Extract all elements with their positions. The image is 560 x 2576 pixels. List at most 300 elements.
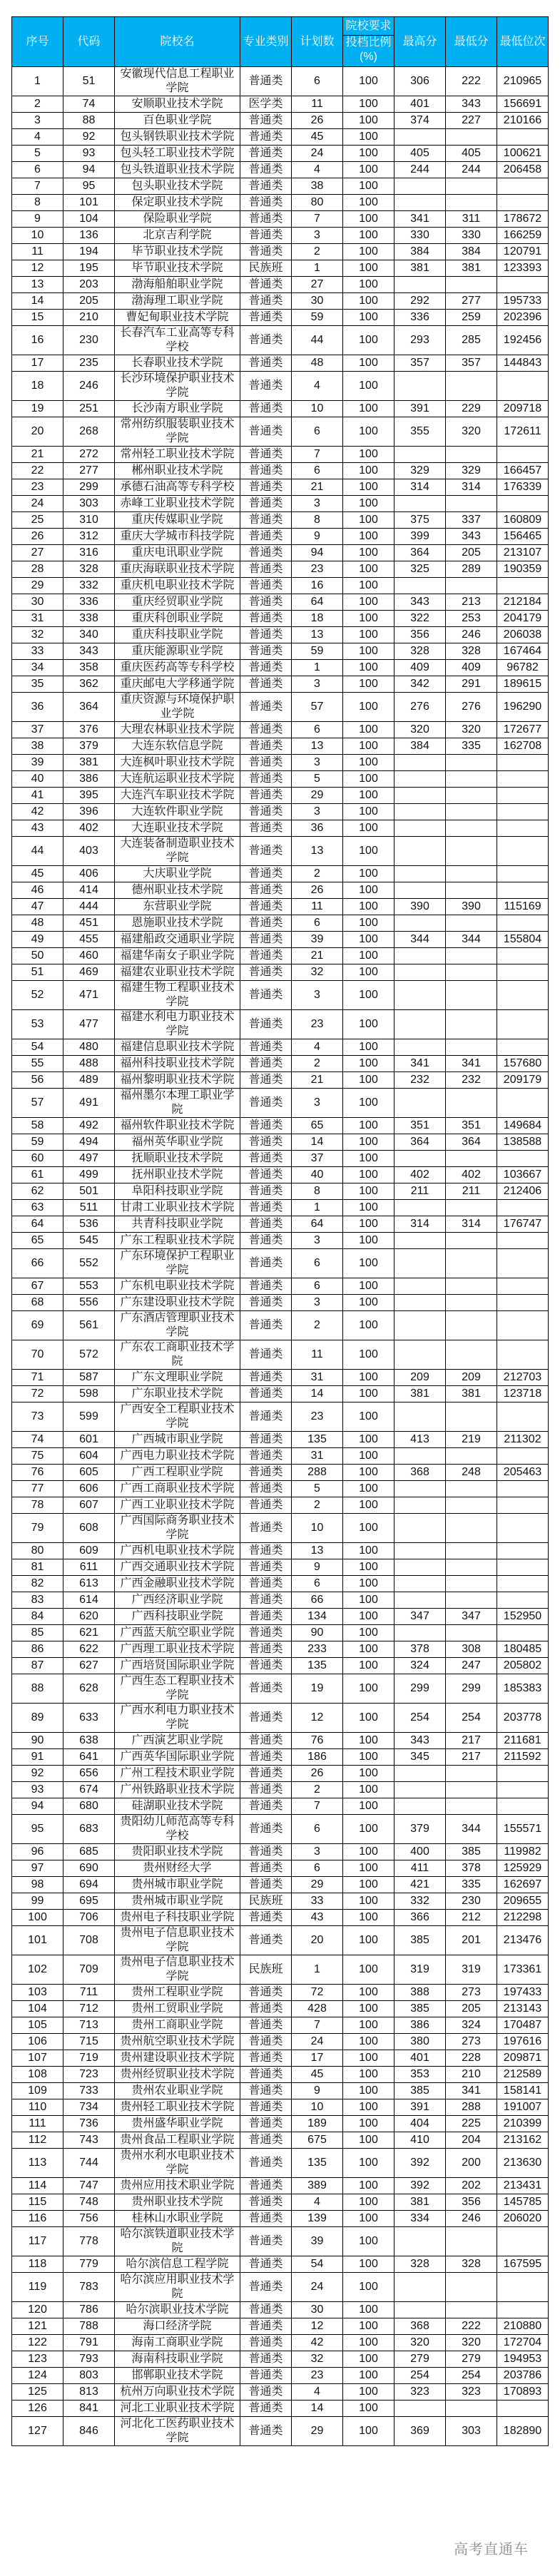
cell-min-score: [446, 1200, 497, 1216]
table-row: [12, 1402, 549, 1432]
cell-max-score: 276: [394, 693, 446, 722]
cell-min-score: 344: [446, 932, 497, 948]
cell-min-rank: 123393: [497, 260, 549, 277]
cell-code: 444: [63, 899, 115, 915]
cell-school-name: 福建华南女子职业学院: [115, 948, 240, 964]
cell-plan-count: 29: [292, 1877, 343, 1893]
cell-min-score: 384: [446, 244, 497, 260]
cell-major-type: 普通类: [240, 463, 292, 479]
cell-max-score: 381: [394, 2194, 446, 2211]
cell-code: 402: [63, 820, 115, 837]
cell-plan-count: 4: [292, 2384, 343, 2401]
cell-seq: 27: [12, 545, 63, 561]
cell-ratio: 100: [343, 771, 394, 788]
cell-ratio: 100: [343, 129, 394, 146]
watermark: 高考直通车: [454, 2542, 529, 2557]
cell-min-rank: [497, 1249, 549, 1278]
cell-major-type: 普通类: [240, 1278, 292, 1295]
cell-code: 598: [63, 1386, 115, 1402]
cell-max-score: 279: [394, 2351, 446, 2368]
cell-major-type: 普通类: [240, 1985, 292, 2001]
cell-min-score: [446, 1233, 497, 1249]
cell-seq: 43: [12, 820, 63, 837]
cell-min-rank: 192456: [497, 326, 549, 355]
cell-school-name: 北京吉利学院: [115, 228, 240, 244]
cell-code: 690: [63, 1860, 115, 1877]
cell-max-score: 381: [394, 260, 446, 277]
cell-ratio: 100: [343, 260, 394, 277]
cell-school-name: 广西城市职业学院: [115, 1432, 240, 1448]
table-row: [12, 162, 549, 178]
cell-min-rank: 138588: [497, 1134, 549, 1151]
cell-min-rank: 209179: [497, 1072, 549, 1089]
cell-major-type: 医学类: [240, 96, 292, 113]
cell-code: 477: [63, 1010, 115, 1039]
cell-plan-count: 66: [292, 1592, 343, 1609]
cell-major-type: 普通类: [240, 561, 292, 578]
cell-ratio: 100: [343, 113, 394, 129]
cell-min-rank: [497, 1233, 549, 1249]
cell-plan-count: 3: [292, 1233, 343, 1249]
cell-ratio: 100: [343, 355, 394, 372]
cell-seq: 68: [12, 1295, 63, 1311]
cell-min-rank: 149684: [497, 1118, 549, 1134]
cell-code: 205: [63, 293, 115, 310]
cell-seq: 13: [12, 277, 63, 293]
table-row: [12, 211, 549, 228]
cell-major-type: 普通类: [240, 882, 292, 899]
cell-seq: 83: [12, 1592, 63, 1609]
cell-min-score: 217: [446, 1733, 497, 1749]
cell-max-score: [394, 195, 446, 211]
cell-min-score: 285: [446, 326, 497, 355]
cell-code: 723: [63, 2067, 115, 2083]
cell-school-name: 重庆大学城市科技学院: [115, 529, 240, 545]
cell-ratio: 100: [343, 2083, 394, 2099]
cell-min-score: 246: [446, 2211, 497, 2227]
cell-min-rank: 210166: [497, 113, 549, 129]
cell-major-type: 普通类: [240, 2211, 292, 2227]
cell-ratio: 100: [343, 1497, 394, 1514]
cell-ratio: 100: [343, 1056, 394, 1072]
cell-plan-count: 233: [292, 1641, 343, 1658]
cell-code: 680: [63, 1798, 115, 1815]
table-row: [12, 2067, 549, 2083]
cell-plan-count: 139: [292, 2211, 343, 2227]
cell-min-rank: [497, 195, 549, 211]
table-row: [12, 1766, 549, 1782]
cell-min-rank: [497, 1576, 549, 1592]
cell-school-name: 重庆资源与环境保护职业学院: [115, 693, 240, 722]
cell-ratio: 100: [343, 1089, 394, 1118]
cell-ratio: 100: [343, 1278, 394, 1295]
cell-min-rank: 210399: [497, 2116, 549, 2132]
cell-ratio: 100: [343, 277, 394, 293]
cell-plan-count: 32: [292, 964, 343, 981]
cell-code: 332: [63, 578, 115, 594]
cell-seq: 95: [12, 1815, 63, 1844]
cell-min-rank: [497, 755, 549, 771]
cell-max-score: [394, 129, 446, 146]
cell-max-score: 209: [394, 1370, 446, 1386]
cell-seq: 52: [12, 981, 63, 1010]
cell-ratio: 100: [343, 1674, 394, 1704]
cell-min-rank: 210965: [497, 67, 549, 96]
cell-min-rank: 125929: [497, 1860, 549, 1877]
cell-school-name: 福建信息职业技术学院: [115, 1039, 240, 1056]
table-row: [12, 755, 549, 771]
cell-min-rank: [497, 1481, 549, 1497]
cell-min-score: 212: [446, 1910, 497, 1926]
cell-school-name: 海口经济学院: [115, 2318, 240, 2335]
cell-code: 621: [63, 1625, 115, 1641]
cell-code: 786: [63, 2302, 115, 2318]
cell-school-name: 海南科技职业学院: [115, 2351, 240, 2368]
cell-major-type: 普通类: [240, 1056, 292, 1072]
cell-major-type: 普通类: [240, 981, 292, 1010]
table-row: [12, 1448, 549, 1465]
cell-school-name: 大连枫叶职业技术学院: [115, 755, 240, 771]
cell-plan-count: 3: [292, 981, 343, 1010]
cell-code: 553: [63, 1278, 115, 1295]
cell-plan-count: 1: [292, 1200, 343, 1216]
cell-max-score: 314: [394, 1216, 446, 1233]
cell-plan-count: 45: [292, 2067, 343, 2083]
cell-major-type: 普通类: [240, 755, 292, 771]
cell-min-score: 209: [446, 1370, 497, 1386]
cell-min-rank: [497, 277, 549, 293]
cell-plan-count: 29: [292, 2417, 343, 2446]
cell-major-type: 普通类: [240, 2335, 292, 2351]
cell-seq: 110: [12, 2099, 63, 2116]
table-row: [12, 676, 549, 693]
table-row: [12, 2302, 549, 2318]
cell-min-score: 276: [446, 693, 497, 722]
cell-plan-count: 1: [292, 660, 343, 676]
cell-seq: 80: [12, 1543, 63, 1559]
cell-code: 778: [63, 2227, 115, 2256]
cell-seq: 58: [12, 1118, 63, 1134]
table-row: [12, 529, 549, 545]
cell-school-name: 贵州水利水电职业技术学院: [115, 2149, 240, 2178]
cell-seq: 109: [12, 2083, 63, 2099]
cell-plan-count: 14: [292, 2401, 343, 2417]
cell-code: 489: [63, 1072, 115, 1089]
cell-min-score: [446, 1543, 497, 1559]
cell-seq: 40: [12, 771, 63, 788]
cell-major-type: 普通类: [240, 1559, 292, 1576]
cell-max-score: [394, 755, 446, 771]
cell-min-rank: 211302: [497, 1432, 549, 1448]
cell-max-score: [394, 1278, 446, 1295]
cell-ratio: 100: [343, 195, 394, 211]
cell-max-score: [394, 2401, 446, 2417]
cell-ratio: 100: [343, 2318, 394, 2335]
table-row: [12, 1926, 549, 1955]
cell-school-name: 贵州食品工程职业学院: [115, 2132, 240, 2149]
cell-code: 719: [63, 2050, 115, 2067]
cell-min-score: 273: [446, 2034, 497, 2050]
cell-min-rank: [497, 1200, 549, 1216]
cell-plan-count: 13: [292, 627, 343, 643]
cell-school-name: 大连航运职业技术学院: [115, 771, 240, 788]
table-row: [12, 1183, 549, 1200]
cell-major-type: 普通类: [240, 1465, 292, 1481]
cell-major-type: 普通类: [240, 578, 292, 594]
cell-ratio: 100: [343, 627, 394, 643]
cell-code: 310: [63, 512, 115, 529]
cell-code: 480: [63, 1039, 115, 1056]
cell-plan-count: 39: [292, 2227, 343, 2256]
cell-seq: 90: [12, 1733, 63, 1749]
cell-school-name: 重庆电讯职业学院: [115, 545, 240, 561]
cell-major-type: 普通类: [240, 1134, 292, 1151]
cell-plan-count: 17: [292, 2050, 343, 2067]
cell-school-name: 哈尔滨铁道职业技术学院: [115, 2227, 240, 2256]
cell-min-score: 210: [446, 2067, 497, 2083]
cell-code: 303: [63, 496, 115, 512]
cell-school-name: 大连职业技术学院: [115, 820, 240, 837]
table-row: [12, 2401, 549, 2417]
cell-major-type: 普通类: [240, 866, 292, 882]
table-row: [12, 1860, 549, 1877]
cell-min-rank: 190359: [497, 561, 549, 578]
cell-ratio: 100: [343, 1641, 394, 1658]
cell-ratio: 100: [343, 96, 394, 113]
cell-plan-count: 389: [292, 2178, 343, 2194]
cell-max-score: [394, 1782, 446, 1798]
cell-plan-count: 428: [292, 2001, 343, 2017]
cell-seq: 59: [12, 1134, 63, 1151]
cell-school-name: 大庆职业学院: [115, 866, 240, 882]
cell-max-score: [394, 771, 446, 788]
cell-major-type: 普通类: [240, 627, 292, 643]
cell-min-score: [446, 1782, 497, 1798]
cell-major-type: 普通类: [240, 1497, 292, 1514]
cell-ratio: 100: [343, 496, 394, 512]
cell-max-score: 386: [394, 2017, 446, 2034]
cell-seq: 46: [12, 882, 63, 899]
cell-seq: 20: [12, 417, 63, 447]
cell-max-score: 323: [394, 2384, 446, 2401]
cell-school-name: 贵州城市职业学院: [115, 1893, 240, 1910]
cell-min-score: 357: [446, 355, 497, 372]
cell-min-rank: [497, 178, 549, 195]
cell-max-score: [394, 1151, 446, 1167]
cell-ratio: 100: [343, 1543, 394, 1559]
cell-min-rank: 162697: [497, 1877, 549, 1893]
cell-max-score: 421: [394, 1877, 446, 1893]
cell-ratio: 100: [343, 1386, 394, 1402]
cell-school-name: 阜阳科技职业学院: [115, 1183, 240, 1200]
cell-min-score: [446, 496, 497, 512]
table-row: [12, 1233, 549, 1249]
cell-seq: 96: [12, 1844, 63, 1860]
cell-code: 501: [63, 1183, 115, 1200]
cell-major-type: 普通类: [240, 594, 292, 611]
cell-school-name: 福州软件职业技术学院: [115, 1118, 240, 1134]
cell-major-type: 民族班: [240, 260, 292, 277]
cell-ratio: 100: [343, 1926, 394, 1955]
cell-school-name: 重庆经贸职业学院: [115, 594, 240, 611]
cell-ratio: 100: [343, 1860, 394, 1877]
cell-ratio: 100: [343, 660, 394, 676]
cell-max-score: 364: [394, 1134, 446, 1151]
cell-major-type: 普通类: [240, 178, 292, 195]
cell-min-rank: [497, 2227, 549, 2256]
cell-school-name: 重庆科技职业学院: [115, 627, 240, 643]
cell-school-name: 贵州电子信息职业技术学院: [115, 1926, 240, 1955]
cell-school-name: 贵州电子信息职业技术学院: [115, 1955, 240, 1985]
cell-code: 364: [63, 693, 115, 722]
cell-ratio: 100: [343, 837, 394, 866]
cell-ratio: 100: [343, 2273, 394, 2302]
table-row: [12, 277, 549, 293]
table-row: [12, 2368, 549, 2384]
cell-min-score: 356: [446, 2194, 497, 2211]
table-row: [12, 1249, 549, 1278]
cell-max-score: [394, 1592, 446, 1609]
cell-school-name: 福州黎明职业技术学院: [115, 1072, 240, 1089]
cell-min-rank: [497, 1625, 549, 1641]
cell-min-score: 279: [446, 2351, 497, 2368]
table-row: [12, 1704, 549, 1733]
cell-ratio: 100: [343, 2099, 394, 2116]
cell-school-name: 贵州财经大学: [115, 1860, 240, 1877]
cell-min-rank: 167464: [497, 643, 549, 660]
cell-major-type: 普通类: [240, 2302, 292, 2318]
cell-ratio: 100: [343, 1782, 394, 1798]
cell-major-type: 普通类: [240, 326, 292, 355]
cell-max-score: [394, 372, 446, 401]
cell-min-score: 320: [446, 417, 497, 447]
cell-code: 788: [63, 2318, 115, 2335]
cell-ratio: 100: [343, 1465, 394, 1481]
cell-max-score: 343: [394, 594, 446, 611]
cell-min-score: [446, 755, 497, 771]
table-row: [12, 2384, 549, 2401]
cell-max-score: [394, 1497, 446, 1514]
cell-seq: 60: [12, 1151, 63, 1167]
cell-major-type: 普通类: [240, 1295, 292, 1311]
cell-min-rank: [497, 2401, 549, 2417]
cell-seq: 70: [12, 1340, 63, 1370]
cell-plan-count: 1: [292, 1955, 343, 1985]
cell-ratio: 100: [343, 211, 394, 228]
cell-code: 136: [63, 228, 115, 244]
cell-ratio: 100: [343, 1877, 394, 1893]
cell-school-name: 广东建设职业技术学院: [115, 1295, 240, 1311]
cell-plan-count: 11: [292, 899, 343, 915]
table-row: [12, 1844, 549, 1860]
table-row: [12, 1625, 549, 1641]
table-row: [12, 1893, 549, 1910]
cell-min-score: 246: [446, 627, 497, 643]
table-row: [12, 1481, 549, 1497]
cell-plan-count: 2: [292, 866, 343, 882]
cell-max-score: 330: [394, 228, 446, 244]
cell-major-type: 普通类: [240, 1576, 292, 1592]
cell-code: 841: [63, 2401, 115, 2417]
admission-table: [11, 16, 549, 2446]
cell-max-score: [394, 277, 446, 293]
cell-max-score: 391: [394, 401, 446, 417]
cell-code: 497: [63, 1151, 115, 1167]
cell-plan-count: 37: [292, 1151, 343, 1167]
cell-major-type: 普通类: [240, 1592, 292, 1609]
cell-code: 395: [63, 788, 115, 804]
cell-ratio: 100: [343, 2050, 394, 2067]
cell-school-name: 抚州职业技术学院: [115, 1167, 240, 1183]
cell-major-type: 普通类: [240, 1674, 292, 1704]
cell-seq: 84: [12, 1609, 63, 1625]
cell-ratio: 100: [343, 755, 394, 771]
cell-school-name: 德州职业技术学院: [115, 882, 240, 899]
cell-ratio: 100: [343, 228, 394, 244]
cell-min-score: 232: [446, 1072, 497, 1089]
cell-min-score: 202: [446, 2178, 497, 2194]
cell-min-score: [446, 1402, 497, 1432]
cell-min-score: [446, 129, 497, 146]
cell-max-score: 378: [394, 1641, 446, 1658]
cell-min-score: [446, 1766, 497, 1782]
table-row: [12, 2083, 549, 2099]
cell-major-type: 普通类: [240, 2178, 292, 2194]
cell-code: 471: [63, 981, 115, 1010]
table-row: [12, 1910, 549, 1926]
table-row: [12, 1497, 549, 1514]
cell-seq: 118: [12, 2256, 63, 2273]
table-row: [12, 146, 549, 162]
cell-min-rank: [497, 1798, 549, 1815]
cell-min-score: [446, 1089, 497, 1118]
cell-major-type: 普通类: [240, 2417, 292, 2446]
cell-max-score: [394, 447, 446, 463]
cell-plan-count: 5: [292, 1481, 343, 1497]
cell-min-rank: [497, 1497, 549, 1514]
cell-code: 783: [63, 2273, 115, 2302]
cell-school-name: 重庆海联职业技术学院: [115, 561, 240, 578]
cell-min-score: 273: [446, 1985, 497, 2001]
cell-plan-count: 20: [292, 1926, 343, 1955]
cell-school-name: 毕节职业技术学院: [115, 260, 240, 277]
cell-school-name: 安顺职业技术学院: [115, 96, 240, 113]
cell-code: 736: [63, 2116, 115, 2132]
cell-code: 406: [63, 866, 115, 882]
cell-school-name: 重庆医药高等专科学校: [115, 660, 240, 676]
cell-school-name: 贵州盛华职业学院: [115, 2116, 240, 2132]
cell-min-score: [446, 1151, 497, 1167]
cell-major-type: 普通类: [240, 804, 292, 820]
cell-min-rank: [497, 1592, 549, 1609]
cell-ratio: 100: [343, 594, 394, 611]
cell-code: 572: [63, 1340, 115, 1370]
cell-min-score: 344: [446, 1815, 497, 1844]
cell-min-rank: [497, 804, 549, 820]
cell-code: 340: [63, 627, 115, 643]
table-row: [12, 1151, 549, 1167]
cell-min-rank: 119982: [497, 1844, 549, 1860]
cell-plan-count: 4: [292, 162, 343, 178]
cell-ratio: 100: [343, 866, 394, 882]
table-row: [12, 96, 549, 113]
cell-school-name: 桂林山水职业学院: [115, 2211, 240, 2227]
cell-seq: 114: [12, 2178, 63, 2194]
table-row: [12, 1749, 549, 1766]
cell-code: 683: [63, 1815, 115, 1844]
cell-seq: 23: [12, 479, 63, 496]
cell-min-rank: 120791: [497, 244, 549, 260]
